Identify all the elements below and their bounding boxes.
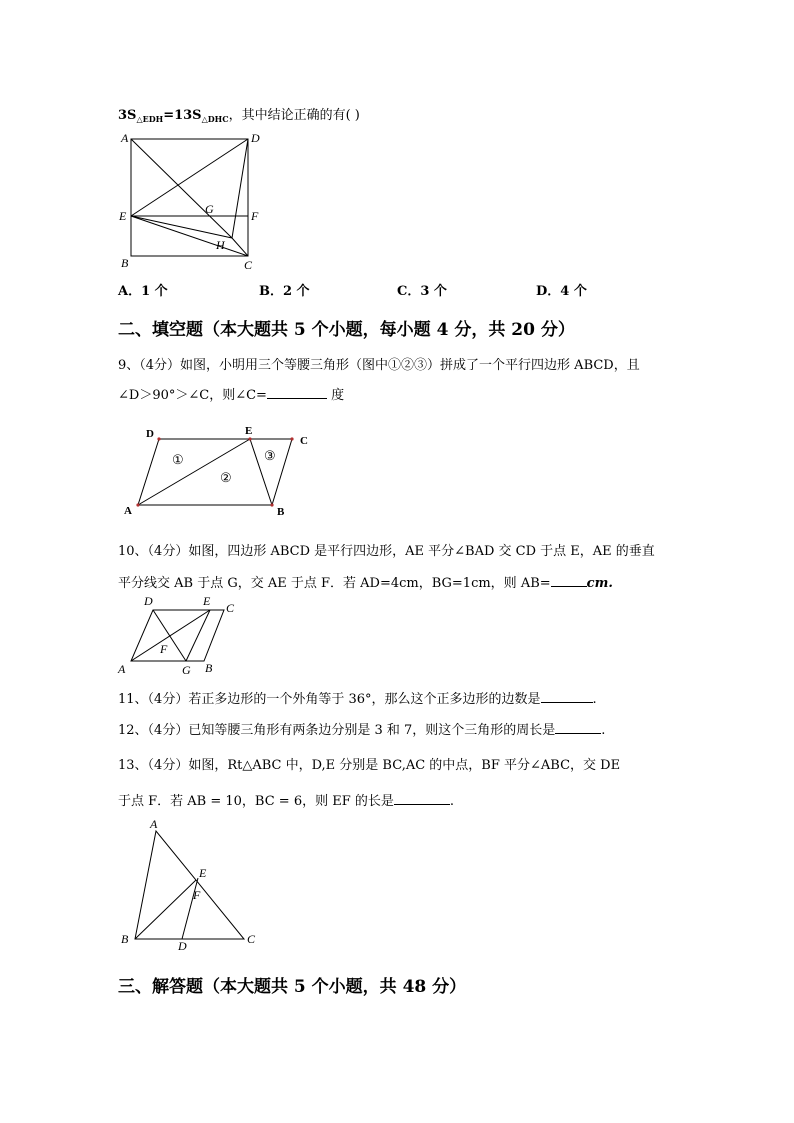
q10-label-b: B <box>205 661 213 675</box>
q10-line2-a: 平分线交 AB 于点 G，交 AE 于点 F．若 AD=4cm，BG=1cm，则 AB= <box>118 576 551 591</box>
q13-line2-b: . <box>449 794 455 809</box>
q10-label-d: D <box>144 594 153 608</box>
q9-label-t3: ③ <box>264 448 276 463</box>
q10-label-f: F <box>160 642 168 656</box>
q13-label-e: E <box>199 866 207 880</box>
q10-label-g: G <box>182 663 191 677</box>
q9-label-d: D <box>146 428 154 440</box>
q10-label-e: E <box>203 594 211 608</box>
q8-label-g: G <box>205 202 214 216</box>
q9-label-e: E <box>245 425 253 437</box>
q8-label-b: B <box>121 256 129 270</box>
q13-label-d: D <box>178 939 187 953</box>
q13-label-b: B <box>121 932 129 946</box>
q13-line-bf <box>135 880 196 939</box>
q9-label-b: B <box>277 506 285 518</box>
q8-label-d: D <box>251 131 260 145</box>
q9-line2-a: ∠D＞90°＞∠C，则∠C= <box>118 388 267 403</box>
q8-option-a: A．1 个 <box>118 284 168 299</box>
q8-label-c: C <box>244 258 253 272</box>
q9-label-t1: ① <box>172 452 184 467</box>
q13-label-c: C <box>247 932 256 946</box>
q8-option-b: B．2 个 <box>259 284 310 299</box>
q9-label-a: A <box>124 505 132 517</box>
q8-stem-mid: =13S <box>163 108 202 123</box>
q8-label-a: A <box>121 131 129 145</box>
q12-text-b: . <box>601 723 606 738</box>
q8-option-c: C．3 个 <box>397 284 447 299</box>
q8-stem-tail: ，其中结论正确的有( ) <box>228 108 360 123</box>
q9-line2-b: 度 <box>326 388 345 403</box>
q8-option-d: D．4 个 <box>536 284 587 299</box>
q10-label-a: A <box>118 662 126 676</box>
q8-stem-lead: 3S <box>118 108 137 123</box>
q10-line1: 10、（4分）如图，四边形 ABCD 是平行四边形，AE 平分∠BAD 交 CD 于点 E，AE 的垂直 <box>118 544 655 559</box>
q8-stem-sub1: △EDH <box>136 114 164 124</box>
q13-line2-a: 于点 F．若 AB = 10，BC = 6，则 EF 的长是 <box>118 794 394 809</box>
q8-label-e: E <box>119 209 127 223</box>
q8-stem-sub2: △DHC <box>201 114 229 124</box>
q9-label-c: C <box>300 435 308 447</box>
q11-text-b: . <box>592 692 597 707</box>
q13-line1: 13、（4分）如图，Rt△ABC 中，D,E 分别是 BC,AC 的中点，BF 平分∠ABC，交 DE <box>118 758 621 773</box>
section2-heading: 二、填空题（本大题共 5 个小题，每小题 4 分，共 20 分） <box>118 320 575 340</box>
q11-text-a: 11、（4分）若正多边形的一个外角等于 36°，那么这个正多边形的边数是 <box>118 692 541 707</box>
q8-label-h: H <box>216 238 225 252</box>
q10-line2-b: cm. <box>586 576 613 591</box>
q13-label-a: A <box>150 817 158 831</box>
q10-label-c: C <box>226 601 235 615</box>
section3-heading: 三、解答题（本大题共 5 个小题，共 48 分） <box>118 977 467 997</box>
q12-text-a: 12、（4分）已知等腰三角形有两条边分别是 3 和 7，则这个三角形的周长是 <box>118 723 556 738</box>
q9-label-t2: ② <box>220 470 232 485</box>
q9-line1: 9、（4分）如图，小明用三个等腰三角形（图中①②③）拼成了一个平行四边形 ABCD，且 <box>118 358 640 373</box>
q8-label-f: F <box>251 209 259 223</box>
q13-label-f: F <box>193 888 201 902</box>
